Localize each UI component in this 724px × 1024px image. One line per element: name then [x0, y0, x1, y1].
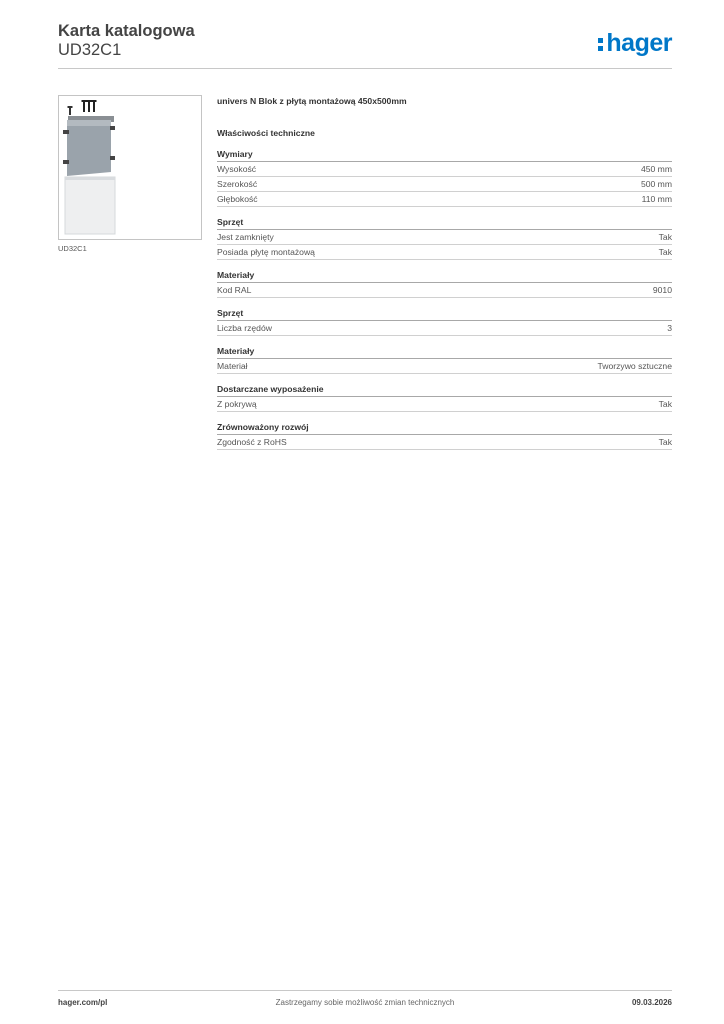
spec-group-materials	[217, 269, 672, 298]
spec-row	[217, 177, 672, 192]
product-info	[217, 95, 672, 450]
spec-value: Tworzywo sztuczne	[597, 361, 672, 371]
spec-label: Materiał	[217, 361, 248, 371]
document-date: 09.03.2026	[631, 998, 672, 1007]
spec-group-equipment-rows	[217, 307, 672, 336]
spec-label: Liczba rzędów	[217, 323, 272, 333]
spec-row	[217, 230, 672, 245]
spec-group-sustainability	[217, 421, 672, 450]
screws-icon	[68, 100, 97, 115]
spec-value: Tak	[658, 232, 672, 242]
brand-name: hager	[606, 29, 672, 57]
brand-logo	[598, 30, 672, 56]
spec-group-title: Zrównoważony rozwój	[217, 421, 672, 435]
spec-group-dimensions	[217, 148, 672, 207]
spec-label: Kod RAL	[217, 285, 252, 295]
spec-label: Zgodność z RoHS	[217, 437, 287, 447]
spec-value: 110 mm	[641, 194, 672, 204]
spec-label: Z pokrywą	[217, 399, 257, 409]
spec-group-title: Sprzęt	[217, 216, 672, 230]
footer-divider	[58, 990, 672, 991]
document-title: Karta katalogowa	[58, 22, 195, 40]
front-cover	[65, 177, 115, 234]
spec-value: 3	[667, 323, 672, 333]
spec-row	[217, 162, 672, 177]
spec-label: Jest zamknięty	[217, 232, 274, 242]
spec-label: Posiada płytę montażową	[217, 247, 315, 257]
spec-label: Wysokość	[217, 164, 257, 174]
spec-row	[217, 283, 672, 298]
product-image	[58, 95, 202, 240]
spec-group-equipment	[217, 216, 672, 260]
spec-value: Tak	[658, 399, 672, 409]
product-code: UD32C1	[58, 41, 122, 59]
technical-properties-heading: Właściwości techniczne	[217, 128, 315, 138]
website-link[interactable]: hager.com/pl	[58, 998, 108, 1007]
page-header	[58, 22, 672, 70]
spec-row	[217, 359, 672, 374]
spec-row	[217, 192, 672, 207]
spec-label: Szerokość	[217, 179, 258, 189]
spec-group-title: Materiały	[217, 269, 672, 283]
spec-value: 9010	[652, 285, 672, 295]
product-illustration	[59, 96, 201, 239]
footer-disclaimer: Zastrzegamy sobie możliwość zmian technicznych	[275, 998, 455, 1007]
spec-group-title: Sprzęt	[217, 307, 672, 321]
spec-value: Tak	[658, 247, 672, 257]
mounting-plate	[67, 120, 111, 176]
spec-row	[217, 245, 672, 260]
logo-colon-mark	[598, 36, 605, 52]
spec-value: 450 mm	[640, 164, 672, 174]
spec-group-supplied-equipment	[217, 383, 672, 412]
clip-icon	[63, 130, 69, 134]
spec-value: Tak	[658, 437, 672, 447]
spec-group-title: Dostarczane wyposażenie	[217, 383, 672, 397]
product-name: univers N Blok z płytą montażową 450x500mm	[217, 96, 407, 106]
spec-label: Głębokość	[217, 194, 258, 204]
spec-value: 500 mm	[640, 179, 672, 189]
spec-row	[217, 435, 672, 450]
spec-group-material-type	[217, 345, 672, 374]
image-caption: UD32C1	[58, 244, 87, 253]
spec-row	[217, 397, 672, 412]
spec-group-title: Wymiary	[217, 148, 672, 162]
spec-group-title: Materiały	[217, 345, 672, 359]
page-footer	[58, 998, 672, 1010]
spec-row	[217, 321, 672, 336]
header-divider	[58, 68, 672, 69]
